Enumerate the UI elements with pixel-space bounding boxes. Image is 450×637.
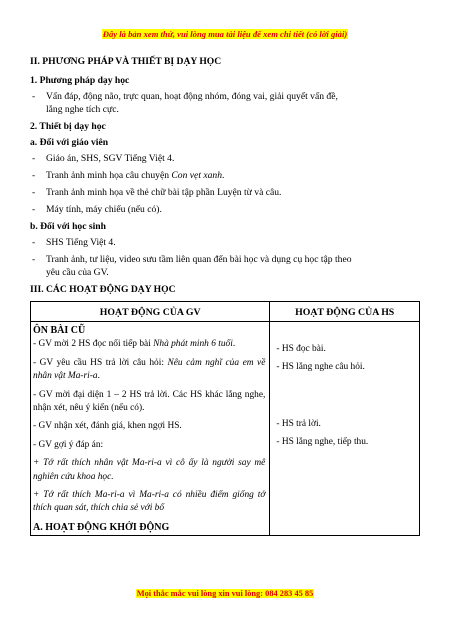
teacher-item-2	[30, 169, 420, 182]
document-body	[30, 55, 420, 536]
story-title: Con vẹt xanh	[171, 170, 223, 181]
student-column-header: HOẠT ĐỘNG CỦA HS	[270, 302, 420, 322]
activities-table	[30, 301, 420, 536]
preview-notice-banner	[0, 29, 450, 39]
student-activities-cell	[270, 322, 420, 536]
section-3-title: III. CÁC HOẠT ĐỘNG DẠY HỌC	[30, 284, 176, 295]
teacher-item-4: - Máy tính, máy chiếu (nếu có).	[30, 203, 420, 216]
teacher-step-5: - GV gợi ý đáp án:	[33, 439, 104, 450]
student-step-1: - HS đọc bài.	[276, 344, 326, 354]
teacher-step-1	[33, 338, 265, 351]
table-header-row	[31, 302, 420, 322]
lesson-title: Nhà phát minh 6 tuổi	[153, 339, 233, 350]
teacher-step-1-prefix: - GV mời 2 HS đọc nối tiếp bài	[33, 339, 154, 350]
teacher-equipment-title: a. Đối với giáo viên	[30, 137, 109, 148]
student-equipment-title: b. Đối với học sinh	[30, 221, 106, 232]
section-2-title: II. PHƯƠNG PHÁP VÀ THIẾT BỊ DẠY HỌC	[30, 56, 222, 67]
methods-title: 1. Phương pháp dạy học	[30, 75, 130, 86]
student-item-1: - SHS Tiếng Việt 4.	[30, 236, 420, 249]
student-step-4: - HS lắng nghe, tiếp thu.	[276, 437, 369, 448]
methods-line-2: lắng nghe tích cực.	[46, 104, 119, 115]
methods-item	[30, 90, 420, 116]
student-step-3: - HS trả lời.	[276, 418, 321, 429]
methods-line-1: - Vấn đáp, động não, trực quan, hoạt động nhóm, đóng vai, giải quyết vấn đề,	[46, 91, 338, 102]
contact-banner	[0, 589, 450, 598]
teacher-item-2-suffix: .	[222, 170, 225, 181]
review-title: ÔN BÀI CŨ	[33, 325, 86, 336]
teacher-activities-cell	[31, 322, 270, 536]
preview-notice-text: Đây là bản xem thử, vui lòng mua tài liệu để xem chi tiết (có lời giải)	[102, 29, 348, 39]
teacher-step-2-suffix: .	[97, 371, 100, 382]
teacher-column-header: HOẠT ĐỘNG CỦA GV	[31, 302, 270, 322]
teacher-step-1-suffix: .	[232, 339, 236, 350]
equipment-title: 2. Thiết bị dạy học	[30, 121, 106, 132]
teacher-item-3: - Tranh ảnh minh họa về thẻ chữ bài tập phần Luyện từ và câu.	[30, 186, 420, 199]
student-item-2-line-1: - Tranh ảnh, tư liệu, video sưu tầm liên quan đến bài học và dụng cụ học tập theo	[46, 254, 352, 265]
teacher-step-3: - GV mời đại diện 1 – 2 HS trả lời. Các HS khác lắng nghe, nhận xét, nêu ý kiến (nếu có).	[33, 389, 266, 414]
table-row	[31, 322, 420, 536]
teacher-step-2	[33, 357, 265, 384]
teacher-item-1: - Giáo án, SHS, SGV Tiếng Việt 4.	[30, 152, 420, 165]
teacher-step-2-prefix: - GV yêu cầu HS trả lời câu hỏi:	[33, 357, 168, 368]
contact-text: Mọi thắc mắc vui lòng xin vui lòng: 084 283 45 85	[136, 589, 314, 598]
suggested-answer-1: + Tớ rất thích nhân vật Ma-ri-a vì cô ấy là người say mê nghiên cứu khoa học.	[33, 458, 266, 482]
activity-a-title: A. HOẠT ĐỘNG KHỞI ĐỘNG	[33, 521, 170, 533]
student-item-2	[30, 253, 420, 279]
teacher-item-2-prefix: Tranh ảnh minh họa câu chuyện	[46, 170, 172, 181]
suggested-answer-2: + Tớ rất thích Ma-ri-a vì Ma-ri-a có nhiều điểm giống tớ thích quan sát, thích chia sẻ với bố	[33, 490, 266, 514]
teacher-step-4: - GV nhận xét, đánh giá, khen ngợi HS.	[33, 421, 182, 432]
student-item-2-line-2: yêu cầu của GV.	[46, 267, 109, 278]
student-step-2: - HS lắng nghe câu hỏi.	[276, 362, 365, 373]
teacher-question: Nêu cảm nghĩ của em về nhân vật Ma-ri-a	[33, 357, 266, 382]
